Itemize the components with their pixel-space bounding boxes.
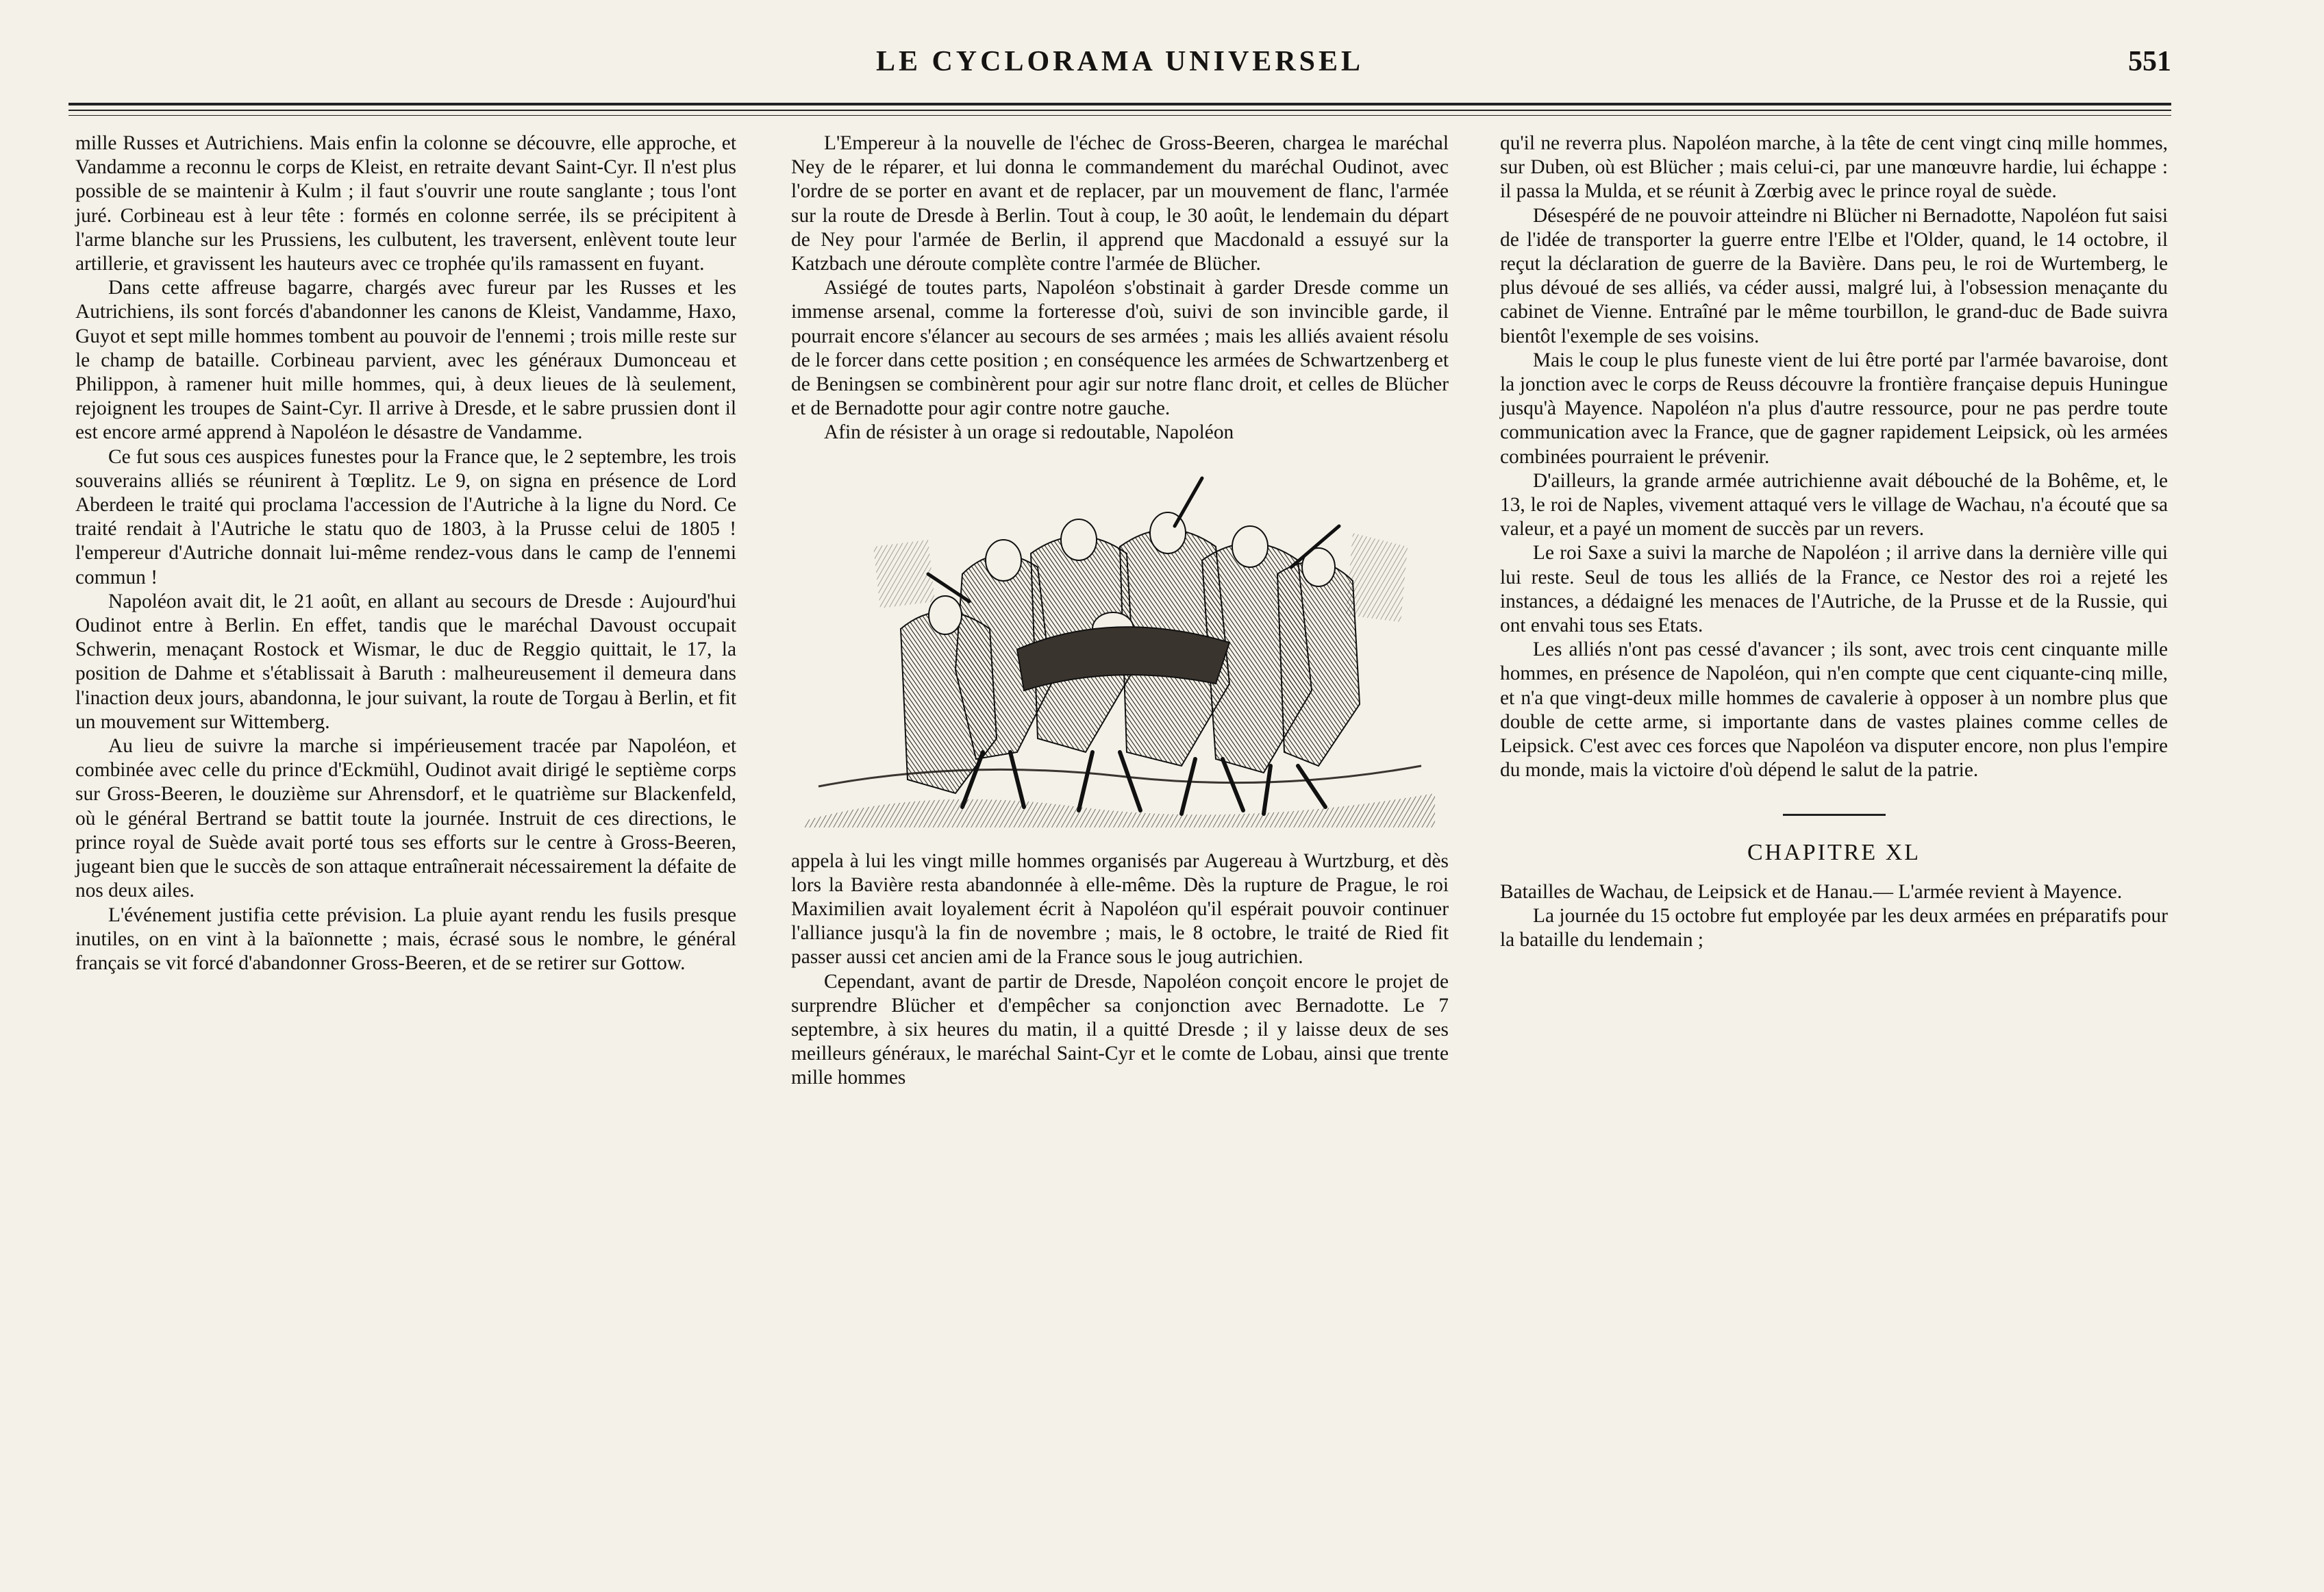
text-column-right — [1500, 132, 2168, 952]
running-title: LE CYCLORAMA UNIVERSEL — [875, 46, 1364, 77]
page-number: 551 — [2128, 46, 2171, 77]
page-header — [68, 40, 2171, 101]
header-rule-thick — [68, 103, 2171, 105]
paragraph: L'Empereur à la nouvelle de l'échec de Gross-Beeren, chargea le maréchal Ney de le réparer, et lui donna le commandement du maréchal Oudinot, avec l'ordre de se porter en avant et de replacer, par un mouvement de flanc, l'armée sur la route de Dresde à Berlin. Tout à coup, le 30 août, le lendemain du départ de Ney pour l'armée de Berlin, il apprend que Macdonald a essuyé sur la Katzbach une déroute complète contre l'armée de Blücher. — [791, 132, 1449, 275]
paragraph: Les alliés n'ont pas cessé d'avancer ; ils sont, avec trois cent cinquante mille hommes, en présence de Napoléon, qui n'en compte que cent ciquante-cinq mille, et n'a que vingt-deux mille hommes de cavalerie à opposer à un nombre plus que double de cette arme, si importante dans de vastes plaines comme celles de Leipsick. C'est avec ces forces que Napoléon va disputer encore, non plus l'empire du monde, mais la victoire d'où dépend le salut de la patrie. — [1500, 638, 2168, 782]
paragraph: Désespéré de ne pouvoir atteindre ni Blücher ni Bernadotte, Napoléon fut saisi de l'idée de transporter la guerre entre l'Elbe et l'Older, quand, le 14 octobre, il reçut la déclaration de guerre de la Bavière. Dans peu, le roi de Wurtemberg, le plus dévoué de ses alliés, va céder aussi, malgré lui, à l'obsession menaçante du cabinet de Vienne. Entraîné par le même tourbillon, le grand-duc de Bade suivra bientôt l'exemple de ses voisins. — [1500, 204, 2168, 347]
paragraph: Mais le coup le plus funeste vient de lui être porté par l'armée bavaroise, dont la jonction avec le corps de Reuss découvre la frontière française depuis Huningue jusqu'à Mayence. Napoléon n'a plus d'autre ressource, pour ne pas perdre toute communication avec la France, que de gagner rapidement Leipsick, où les armées combinées pourraient le prévenir. — [1500, 349, 2168, 468]
engraving-illustration — [791, 464, 1449, 834]
text-column-left — [75, 132, 736, 975]
paragraph: qu'il ne reverra plus. Napoléon marche, à la tête de cent vingt cinq mille hommes, sur Duben, où est Blücher ; mais celui-ci, par une manœuvre hardie, lui échappe : il passa la Mulda, et se réunit à Zœrbig avec le prince royal de suède. — [1500, 132, 2168, 203]
paragraph: Cependant, avant de partir de Dresde, Napoléon conçoit encore le projet de surprendre Blücher et d'empêcher sa conjonction avec Bernadotte. Le 7 septembre, à six heures du matin, il a quitté Dresde ; il y laisse deux de ses meilleurs généraux, le maréchal Saint-Cyr et le comte de Lobau, ainsi que trente mille hommes — [791, 970, 1449, 1089]
header-rule-hairline — [68, 115, 2171, 116]
paragraph: L'événement justifia cette prévision. La pluie ayant rendu les fusils presque inutiles, on en vint à la baïonnette ; mais, écrasé sous le nombre, le général français se vit forcé d'abandonner Gross-Beeren, et de se retirer sur Gottow. — [75, 904, 736, 974]
chapter-title: CHAPITRE XL — [1747, 840, 1921, 866]
paragraph: Napoléon avait dit, le 21 août, en allant au secours de Dresde : Aujourd'hui Oudinot entre à Berlin. En effet, tandis que le maréchal Davoust occupait Schwerin, menaçant Rostock et Wismar, le duc de Reggio quittait, le 17, la position de Dahme et s'établissait à Baruth : malheureusement il demeura dans l'inaction deux jours, abandonna, le jour suivant, la route de Torgau à Berlin, et fit un mouvement sur Wittemberg. — [75, 590, 736, 733]
paragraph: La journée du 15 octobre fut employée par les deux armées en préparatifs pour la bataille du lendemain ; — [1500, 904, 2168, 952]
paragraph: Dans cette affreuse bagarre, chargés avec fureur par les Russes et les Autrichiens, ils sont forcés d'abandonner les canons de Kleist, Vandamme, Haxo, Guyot et sept mille hommes tombent au pouvoir de l'ennemi ; trois mille reste sur le champ de bataille. Corbineau parvient, avec les généraux Dumonceau et Philippon, à ramener huit mille hommes, qui, à deux lieues de là seulement, rejoignent les troupes de Saint-Cyr. Il arrive à Dresde, et le sabre prussien dont il est encore armé apprend à Napoléon le désastre de Vandamme. — [75, 277, 736, 444]
paragraph: D'ailleurs, la grande armée autrichienne avait débouché de la Bohême, et, le 13, le roi de Naples, vivement attaqué vers le village de Wachau, n'a écouté que sa valeur, et a payé un moment de succès par un revers. — [1500, 469, 2168, 540]
paragraph: Assiégé de toutes parts, Napoléon s'obstinait à garder Dresde comme un immense arsenal, comme la forteresse d'où, suivi de son invincible garde, il pourrait encore s'élancer au secours de ses armées ; mais les alliés avaient résolu de le forcer dans cette position ; en conséquence les armées de Schwartzenberg et de Beningsen se combinèrent pour agir sur notre flanc droit, et celles de Blücher et de Bernadotte pour agir contre notre gauche. — [791, 277, 1449, 420]
paragraph: Afin de résister à un orage si redoutable, Napoléon — [824, 421, 1234, 444]
chapter-summary: Batailles de Wachau, de Leipsick et de Hanau.— L'armée revient à Mayence. — [1500, 880, 2123, 903]
paragraph: appela à lui les vingt mille hommes organisés par Augereau à Wurtzburg, et dès lors la Bavière resta abandonnée à elle-même. Dès la rupture de Prague, le roi Maximilien avait loyalement écrit à Napoléon qu'il espérait pouvoir continuer l'alliance jusqu'à la fin de novembre ; mais, le 8 octobre, le traité de Ried fit passer aussi cet ancien ami de la France sous le joug autrichien. — [791, 849, 1449, 969]
paragraph: Le roi Saxe a suivi la marche de Napoléon ; il arrive dans la dernière ville qui lui reste. Seul de tous les alliés de la France, ce Nestor des roi a rejeté les instances, a dédaigné les menaces de l'Autriche, de la Prusse et de la Russie, qui ont envahi tous ses Etats. — [1500, 542, 2168, 637]
header-rule-thin — [68, 110, 2171, 111]
paragraph: mille Russes et Autrichiens. Mais enfin la colonne se découvre, elle approche, et Vandamme a reconnu le corps de Kleist, en retraite devant Saint-Cyr. Il n'est plus possible de se maintenir à Kulm ; il faut s'ouvrir une route sanglante ; tous l'ont juré. Corbineau est à leur tête : formés en colonne serrée, ils se précipitent à l'arme blanche sur les Prussiens, les culbutent, les traversent, enlèvent toute leur artillerie, et gravissent les hauteurs avec ce trophée qu'ils ramassent en fuyant. — [75, 132, 736, 275]
text-column-middle — [791, 132, 1449, 1091]
paragraph: Au lieu de suivre la marche si impérieusement tracée par Napoléon, et combinée avec celle du prince d'Eckmühl, Oudinot avait dirigé le septième corps sur Gross-Beeren, le douzième sur Ahrensdorf, et le quatrième sur Blackenfeld, où le général Bertrand se battit toute la journée. Instruit de ces directions, le prince royal de Suède avait porté tous ses efforts sur le centre à Gross-Beeren, jugeant bien que le succès de son attaque entraînerait nécessairement la défaite de nos deux ailes. — [75, 735, 736, 902]
paragraph: Ce fut sous ces auspices funestes pour la France que, le 2 septembre, les trois souverains alliés se réunirent à Tœplitz. Le 9, on signa en présence de Lord Aberdeen le traité qui proclama l'accession de l'Autriche à la ligne du Nord. Ce traité rendait à l'Autriche le statu quo de 1803, à la Prusse celui de 1805 ! l'empereur d'Autriche donnait lui-même rendez-vous dans le camp de l'ennemi commun ! — [75, 445, 736, 588]
chapter-separator-rule — [1783, 814, 1886, 816]
